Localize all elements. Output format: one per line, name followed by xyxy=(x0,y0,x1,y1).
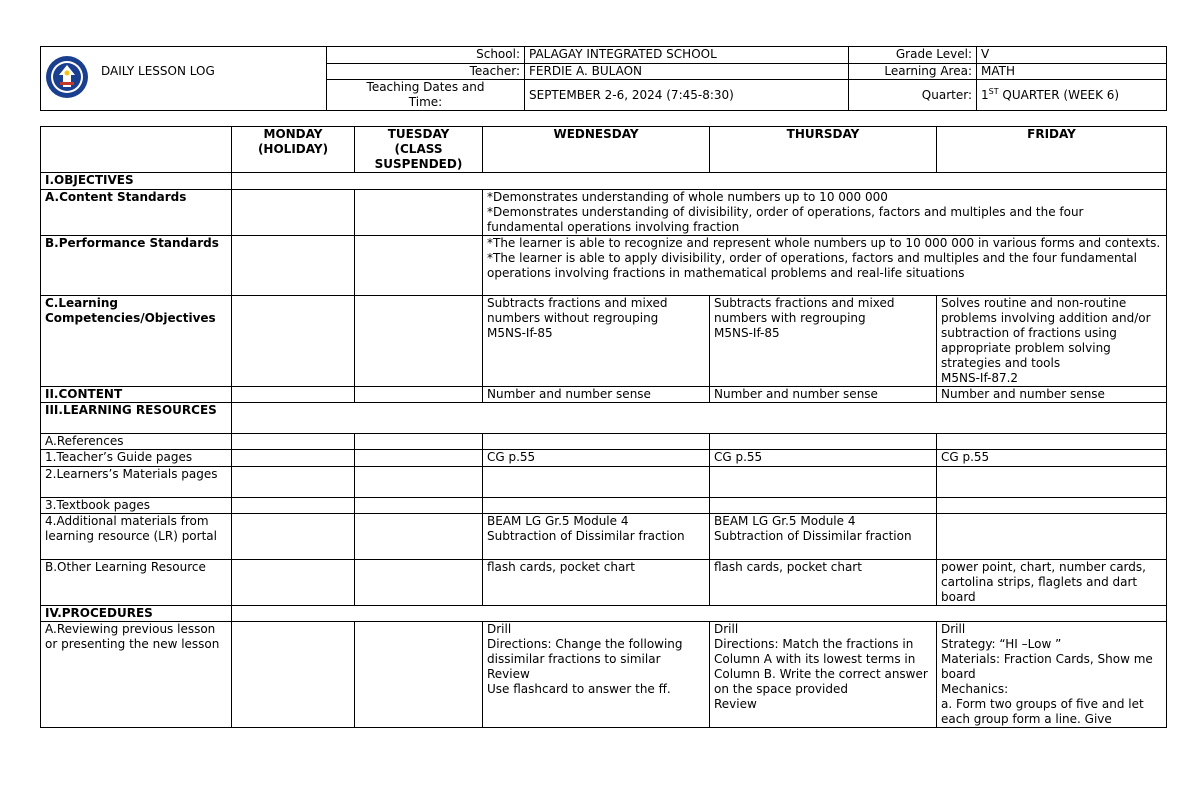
performance-standards-label: B.Performance Standards xyxy=(41,236,232,296)
competencies-label: C.Learning Competencies/Objectives xyxy=(41,296,232,387)
table-row xyxy=(41,296,1167,387)
table-row xyxy=(41,387,1167,403)
quarter-number: 1 xyxy=(981,87,989,102)
table-row xyxy=(41,403,1167,434)
dates-label: Teaching Dates and Time: xyxy=(327,80,525,111)
reviewing-thu: Drill Directions: Match the fractions in Column A with its lowest terms in Column B. Write the correct answer on the space provided Review xyxy=(710,622,937,728)
other-resources-wed: flash cards, pocket chart xyxy=(483,560,710,606)
lesson-table xyxy=(40,126,1167,728)
table-row xyxy=(41,173,1167,190)
school-value: PALAGAY INTEGRATED SCHOOL xyxy=(525,47,849,64)
content-standards-text: *Demonstrates understanding of whole numbers up to 10 000 000 *Demonstrates understanding of divisibility, order of operations, factors and multiples and the four fundamental operations involving fraction xyxy=(483,190,1167,236)
tg-pages-wed: CG p.55 xyxy=(483,450,710,467)
tg-pages-thu: CG p.55 xyxy=(710,450,937,467)
day-wednesday: WEDNESDAY xyxy=(483,127,710,173)
tg-pages-label: 1.Teacher’s Guide pages xyxy=(41,450,232,467)
lm-pages-label: 2.Learners’s Materials pages xyxy=(41,467,232,498)
reviewing-label: A.Reviewing previous lesson or presenting the new lesson xyxy=(41,622,232,728)
teacher-label: Teacher: xyxy=(327,64,525,80)
day-tuesday: TUESDAY (CLASS SUSPENDED) xyxy=(355,127,483,173)
reviewing-fri: Drill Strategy: “HI –Low ” Materials: Fraction Cards, Show me board Mechanics: a. Form two groups of five and let each group form a line. Give xyxy=(937,622,1167,728)
dates-value: SEPTEMBER 2-6, 2024 (7:45-8:30) xyxy=(525,80,849,111)
area-label: Learning Area: xyxy=(849,64,977,80)
table-row xyxy=(41,560,1167,606)
table-row xyxy=(41,190,1167,236)
school-label: School: xyxy=(327,47,525,64)
competencies-thu: Subtracts fractions and mixed numbers with regrouping M5NS-If-85 xyxy=(710,296,937,387)
table-row xyxy=(41,514,1167,560)
table-row xyxy=(41,606,1167,622)
corner-cell xyxy=(41,127,232,173)
quarter-suffix: ST xyxy=(988,86,999,96)
content-standards-label: A.Content Standards xyxy=(41,190,232,236)
day-thursday: THURSDAY xyxy=(710,127,937,173)
content-label: II.CONTENT xyxy=(41,387,232,403)
references-label: A.References xyxy=(41,434,232,450)
additional-materials-wed: BEAM LG Gr.5 Module 4 Subtraction of Dissimilar fraction xyxy=(483,514,710,560)
title-cell xyxy=(41,47,327,111)
other-resources-thu: flash cards, pocket chart xyxy=(710,560,937,606)
day-header-row xyxy=(41,127,1167,173)
competencies-fri: Solves routine and non-routine problems involving addition and/or subtraction of fractions using appropriate problem solving strategies and tools M5NS-If-87.2 xyxy=(937,296,1167,387)
deped-seal-icon xyxy=(45,55,89,99)
grade-label: Grade Level: xyxy=(849,47,977,64)
content-fri: Number and number sense xyxy=(937,387,1167,403)
day-monday: MONDAY (HOLIDAY) xyxy=(232,127,355,173)
quarter-text: QUARTER (WEEK 6) xyxy=(998,87,1120,102)
other-resources-fri: power point, chart, number cards, cartolina strips, flaglets and dart board xyxy=(937,560,1167,606)
content-thu: Number and number sense xyxy=(710,387,937,403)
tg-pages-fri: CG p.55 xyxy=(937,450,1167,467)
other-resources-label: B.Other Learning Resource xyxy=(41,560,232,606)
area-value: MATH xyxy=(977,64,1167,80)
table-row xyxy=(41,467,1167,498)
table-row xyxy=(41,498,1167,514)
table-row xyxy=(41,434,1167,450)
document-title: DAILY LESSON LOG xyxy=(101,64,215,78)
day-friday: FRIDAY xyxy=(937,127,1167,173)
additional-materials-label: 4.Additional materials from learning resource (LR) portal xyxy=(41,514,232,560)
additional-materials-thu: BEAM LG Gr.5 Module 4 Subtraction of Dissimilar fraction xyxy=(710,514,937,560)
table-row xyxy=(41,450,1167,467)
header-table xyxy=(40,46,1167,111)
learning-resources-heading: III.LEARNING RESOURCES xyxy=(41,403,232,434)
performance-standards-text: *The learner is able to recognize and represent whole numbers up to 10 000 000 in various forms and contexts. *The learner is able to apply divisibility, order of operations, factors and multiples and the four fundamental operations involving fractions in mathematical problems and real-life situations xyxy=(483,236,1167,296)
objectives-heading: I.OBJECTIVES xyxy=(41,173,232,190)
reviewing-wed: Drill Directions: Change the following dissimilar fractions to similar Review Use flashcard to answer the ff. xyxy=(483,622,710,728)
content-wed: Number and number sense xyxy=(483,387,710,403)
table-row xyxy=(41,236,1167,296)
teacher-value: FERDIE A. BULAON xyxy=(525,64,849,80)
competencies-wed: Subtracts fractions and mixed numbers without regrouping M5NS-If-85 xyxy=(483,296,710,387)
quarter-value xyxy=(977,80,1167,111)
procedures-heading: IV.PROCEDURES xyxy=(41,606,232,622)
grade-value: V xyxy=(977,47,1167,64)
textbook-pages-label: 3.Textbook pages xyxy=(41,498,232,514)
table-row xyxy=(41,622,1167,728)
quarter-label: Quarter: xyxy=(849,80,977,111)
